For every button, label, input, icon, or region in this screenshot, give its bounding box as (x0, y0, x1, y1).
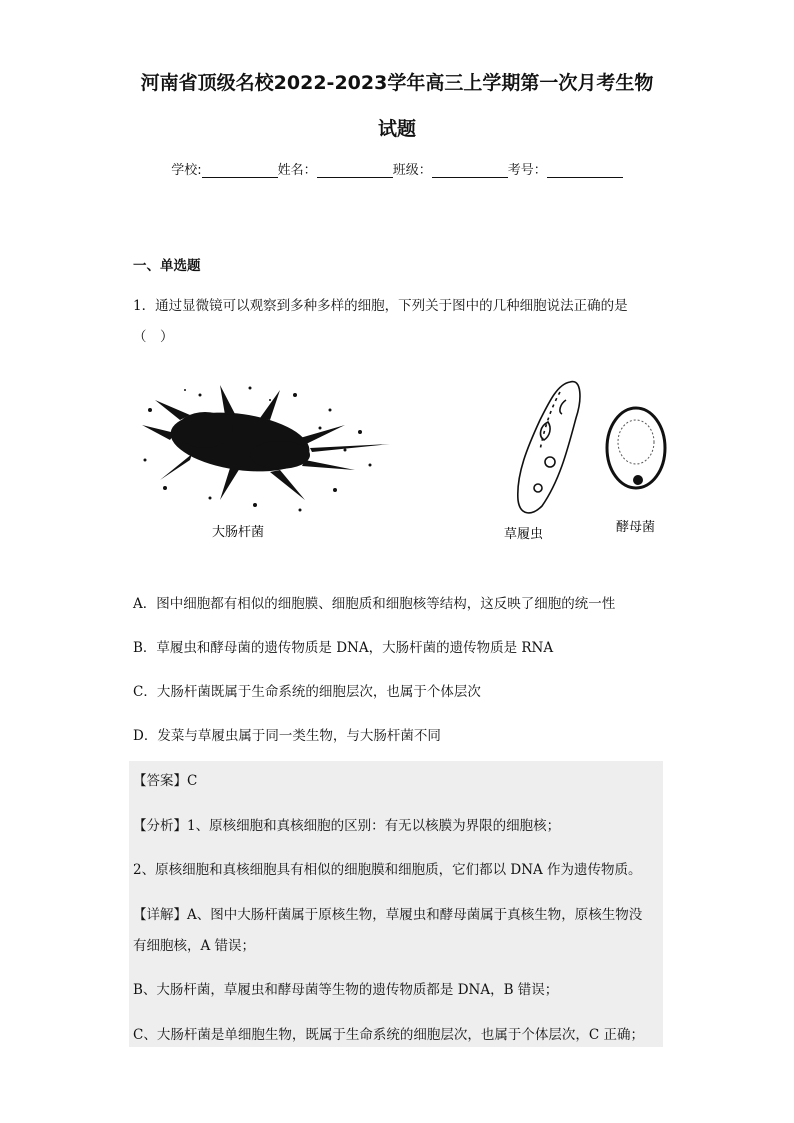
option-a: A．图中细胞都有相似的细胞膜、细胞质和细胞核等结构，这反映了细胞的统一性 (133, 596, 616, 612)
cell-illustration (130, 370, 690, 555)
exam-number-blank (547, 163, 623, 178)
document-title-line2: 试题 (377, 118, 416, 140)
school-blank (202, 163, 278, 178)
option-d: D．发菜与草履虫属于同一类生物，与大肠杆菌不同 (133, 728, 441, 744)
question-stem-line1: 1．通过显微镜可以观察到多种多样的细胞，下列关于图中的几种细胞说法正确的是 (133, 298, 628, 314)
detail-c: C、大肠杆菌是单细胞生物，既属于生命系统的细胞层次，也属于个体层次，C 正确； (133, 1027, 644, 1043)
class-blank (432, 163, 508, 178)
cell-figure (130, 370, 690, 555)
detail-line1: 【详解】A、图中大肠杆菌属于原核生物，草履虫和酵母菌属于真核生物，原核生物没 (133, 907, 643, 923)
section-title: 一、单选题 (133, 258, 201, 274)
question-stem-line2: （ ） (133, 329, 174, 345)
name-label: 姓名： (277, 163, 317, 178)
name-blank (317, 163, 393, 178)
analysis-line1: 【分析】1、原核细胞和真核细胞的区别：有无以核膜为界限的细胞核； (133, 818, 561, 834)
answer-line: 【答案】C (133, 773, 198, 789)
option-c: C．大肠杆菌既属于生命系统的细胞层次，也属于个体层次 (133, 684, 481, 700)
document-title-line1: 河南省顶级名校2022-2023学年高三上学期第一次月考生物 (140, 72, 654, 94)
exam-number-label: 考号： (507, 163, 547, 178)
analysis-line2: 2、原核细胞和真核细胞具有相似的细胞膜和细胞质，它们都以 DNA 作为遗传物质。 (133, 862, 642, 878)
school-label: 学校: (171, 163, 202, 178)
ecoli-label: 大肠杆菌 (212, 525, 265, 540)
detail-line2: 有细胞核，A 错误； (133, 938, 256, 954)
detail-b: B、大肠杆菌，草履虫和酵母菌等生物的遗传物质都是 DNA，B 错误； (133, 982, 559, 998)
option-b: B．草履虫和酵母菌的遗传物质是 DNA，大肠杆菌的遗传物质是 RNA (133, 640, 554, 656)
ecoli-image (142, 385, 390, 512)
yeast-image (607, 408, 665, 488)
student-info-row (0, 159, 794, 178)
paramecium-label: 草履虫 (504, 527, 544, 542)
class-label: 班级： (392, 163, 432, 178)
yeast-label: 酵母菌 (616, 520, 656, 535)
paramecium-image (518, 382, 580, 513)
